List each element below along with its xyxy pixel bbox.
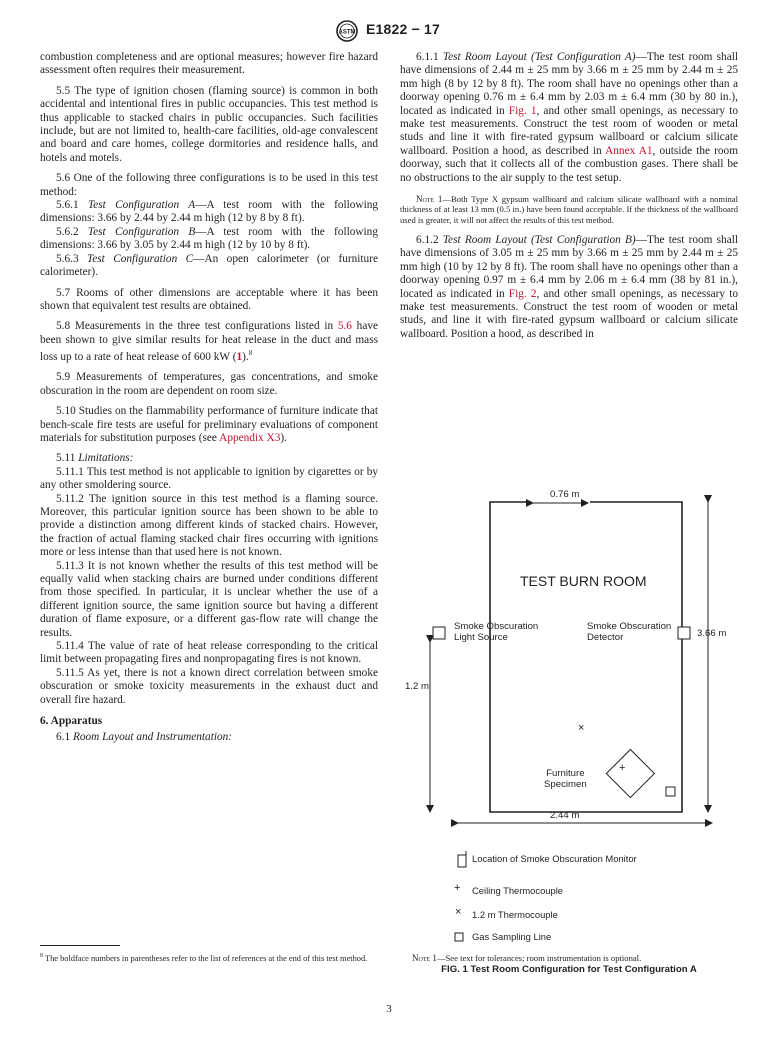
footnote: $^8$ The boldface numbers in parentheses refer to the list of references at the end of this test method. [40, 953, 368, 963]
light-source-label: Smoke Obscuration Light Source [454, 621, 539, 643]
thermocouple-icon: × [455, 906, 462, 918]
page-number: 3 [386, 1003, 392, 1015]
legend-item-gas-sampling: Gas Sampling Line [472, 931, 552, 942]
paragraph-5-6: 5.6 One of the following three configurations is to be used in this test method: [40, 172, 378, 198]
paragraph-5-9: 5.9 Measurements of temperatures, gas concentrations, and smoke obscuration in the room are dependent on room size. [40, 371, 378, 397]
page-header [0, 20, 778, 42]
room-diagram [400, 475, 738, 955]
link-fig-1[interactable]: Fig. 1 [508, 104, 537, 117]
figure-caption: FIG. 1 Test Room Configuration for Test Configuration A [441, 964, 697, 975]
left-column [40, 51, 378, 752]
paragraph-intro: combustion completeness and are optional measures; however fire hazard assessment often requires their measurement. [40, 51, 378, 77]
link-section-5-6[interactable]: 5.6 [337, 320, 352, 333]
ceiling-thermocouple-icon: + [454, 882, 461, 894]
paragraph-6-1-1: 6.1.1 Test Room Layout (Test Configuration A)—The test room shall have dimensions of 2.44 m ± 25 mm by 3.66 m ± 25 mm by 2.44 m ± 25 mm high (8 by 12 by 8 ft). The room shall have no openings other than a doorway opening 0.76 m ± 6.4 mm by 2.03 m ± 6.4 mm (30 by 80 in.), located as indicated in Fig. 1, and other small openings, as necessary to make test measurements. Construct the test room of wooden or metal studs and line it with fire-rated gypsum wallboard or calcium silicate wallboard. Position a hood, as described in Annex A1, outside the room doorway, such that it collects all of the combustion gases. There shall be no obstructions to the air supply to the test setup. [400, 51, 738, 184]
room-width-label: 2.44 m [550, 810, 580, 821]
door-width-label: 0.76 m [550, 489, 580, 500]
room-outline [490, 502, 682, 812]
link-fig-2[interactable]: Fig. 2 [508, 287, 537, 300]
paragraph-5-6-3: 5.6.3 Test Configuration C—An open calorimeter (or furniture calorimeter). [40, 252, 378, 279]
section-heading-apparatus: 6. Apparatus [40, 715, 103, 728]
paragraph-6-1-2: 6.1.2 Test Room Layout (Test Configuration B)—The test room shall have dimensions of 3.05 m ± 25 mm by 3.66 m ± 25 mm by 2.44 m ± 25 mm high (10 by 12 by 8 ft). The room shall have no openings other than a doorway opening 0.97 m ± 6.4 mm by 2.06 m ± 6.4 mm (38 by 81 in.), located as indicated in Fig. 2, and other small openings, as necessary to make test measurements. Construct the test room of wooden or metal studs, and line it with fire-rated gypsum wallboard or calcium silicate wallboard. Position a hood, as described in [400, 233, 738, 340]
detector-label: Smoke Obscuration Detector [587, 621, 672, 643]
figure-1 [400, 475, 738, 955]
legend-item-ceiling-thermocouple: Ceiling Thermocouple [472, 885, 564, 896]
room-length-label: 3.66 m [697, 628, 727, 639]
furniture-specimen [606, 749, 654, 797]
gas-sampling-box [666, 787, 675, 796]
paragraph-5-11-4: 5.11.4 The value of rate of heat release corresponding to the critical limit between propagating fires and nonpropagating fires is not known. [40, 640, 378, 666]
footnote-rule [40, 945, 120, 946]
smoke-detector-box [678, 627, 690, 639]
paragraph-5-11-2: 5.11.2 The ignition source in this test method is a flaming source. Moreover, this particular ignition source has been shown to be able to provide a distinction among different kinds of stacked chairs. However, the fraction of actual flaming stacked chair fires occurring with ignitions more or less intense than that used here is not known. [40, 492, 378, 559]
figure-note: Note 1—See text for tolerances; room instrumentation is optional. [412, 953, 642, 963]
paragraph-5-8: 5.8 Measurements in the three test configurations listed in 5.6 have been shown to give similar results for heat release in the duct and mass loss up to a rate of heat release of 600 kW (1).$^8$ [40, 320, 378, 363]
right-column [400, 51, 738, 348]
svg-text:ASTM: ASTM [338, 29, 356, 36]
ceiling-thermocouple-mark: + [619, 762, 626, 774]
paragraph-5-11: 5.11 Limitations: [56, 452, 134, 465]
footnote-marker: 8 [248, 349, 253, 358]
standard-designation: E1822 − 17 [366, 21, 441, 37]
legend-item-smoke-monitor: Location of Smoke Obscuration Monitor [472, 853, 637, 864]
paragraph-5-6-2: 5.6.2 Test Configuration B—A test room with the following dimensions: 3.66 by 3.05 by 2.44 m high (12 by 10 by 8 ft). [40, 225, 378, 252]
thermocouple-mark: × [578, 722, 585, 734]
paragraph-5-6-1: 5.6.1 Test Configuration A—A test room with the following dimensions: 3.66 by 2.44 by 2.44 m high (12 by 8 by 8 ft). [40, 199, 379, 225]
height-label: 1.2 m [405, 681, 429, 692]
paragraph-5-11-5: 5.11.5 As yet, there is not a known direct correlation between smoke obscuration or smoke toxicity measurements in the exhaust duct and overall fire hazard. [40, 666, 378, 706]
link-appendix-x3[interactable]: Appendix X3 [219, 431, 281, 444]
astm-logo-icon [335, 20, 359, 42]
note-1: Note 1—Both Type X gypsum wallboard and calcium silicate wallboard with a nominal thickness of at least 13 mm (0.5 in.) have been found acceptable. If the thickness of the wallboard used is greater, it will not affect the results of this test method. [400, 194, 738, 225]
gas-sampling-icon [455, 933, 463, 941]
room-label: TEST BURN ROOM [520, 573, 647, 589]
furniture-label: Furniture Specimen [544, 768, 587, 790]
paragraph-5-11-1: 5.11.1 This test method is not applicable to ignition by cigarettes or by any other smoldering source. [40, 465, 378, 492]
smoke-light-source-box [433, 627, 445, 639]
paragraph-5-11-3: 5.11.3 It is not known whether the results of this test method will be equally valid when stacking chairs are burned under conditions different from those specified. In particular, it is unclear whether the use of a different ignition source, the same ignition source but having a different duration of flame exposure, or a different gas-flow rate will change the results. [40, 559, 378, 639]
smoke-monitor-icon [458, 851, 466, 867]
link-reference-1[interactable]: 1 [236, 350, 243, 363]
link-annex-a1[interactable]: Annex A1 [605, 144, 653, 157]
paragraph-5-7: 5.7 Rooms of other dimensions are acceptable where it has been shown that equivalent test results are obtained. [40, 286, 378, 312]
legend-item-thermocouple: 1.2 m Thermocouple [472, 909, 558, 920]
paragraph-5-10: 5.10 Studies on the flammability performance of furniture indicate that bench-scale fire tests are useful for preliminary evaluations of component materials for substitution purposes (see Appendix X3). [40, 405, 378, 444]
paragraph-6-1: 6.1 Room Layout and Instrumentation: [56, 731, 233, 744]
paragraph-5-5: 5.5 The type of ignition chosen (flaming source) is common in both accidental and intentional fires in public occupancies. This test method is thus applicable to stacked chairs in public occupancies. Such facilities include, but are not limited to, health-care facilities, old-age convalescent and board and care homes, college dormitories and residence halls, and hotels and motels. [40, 84, 378, 164]
